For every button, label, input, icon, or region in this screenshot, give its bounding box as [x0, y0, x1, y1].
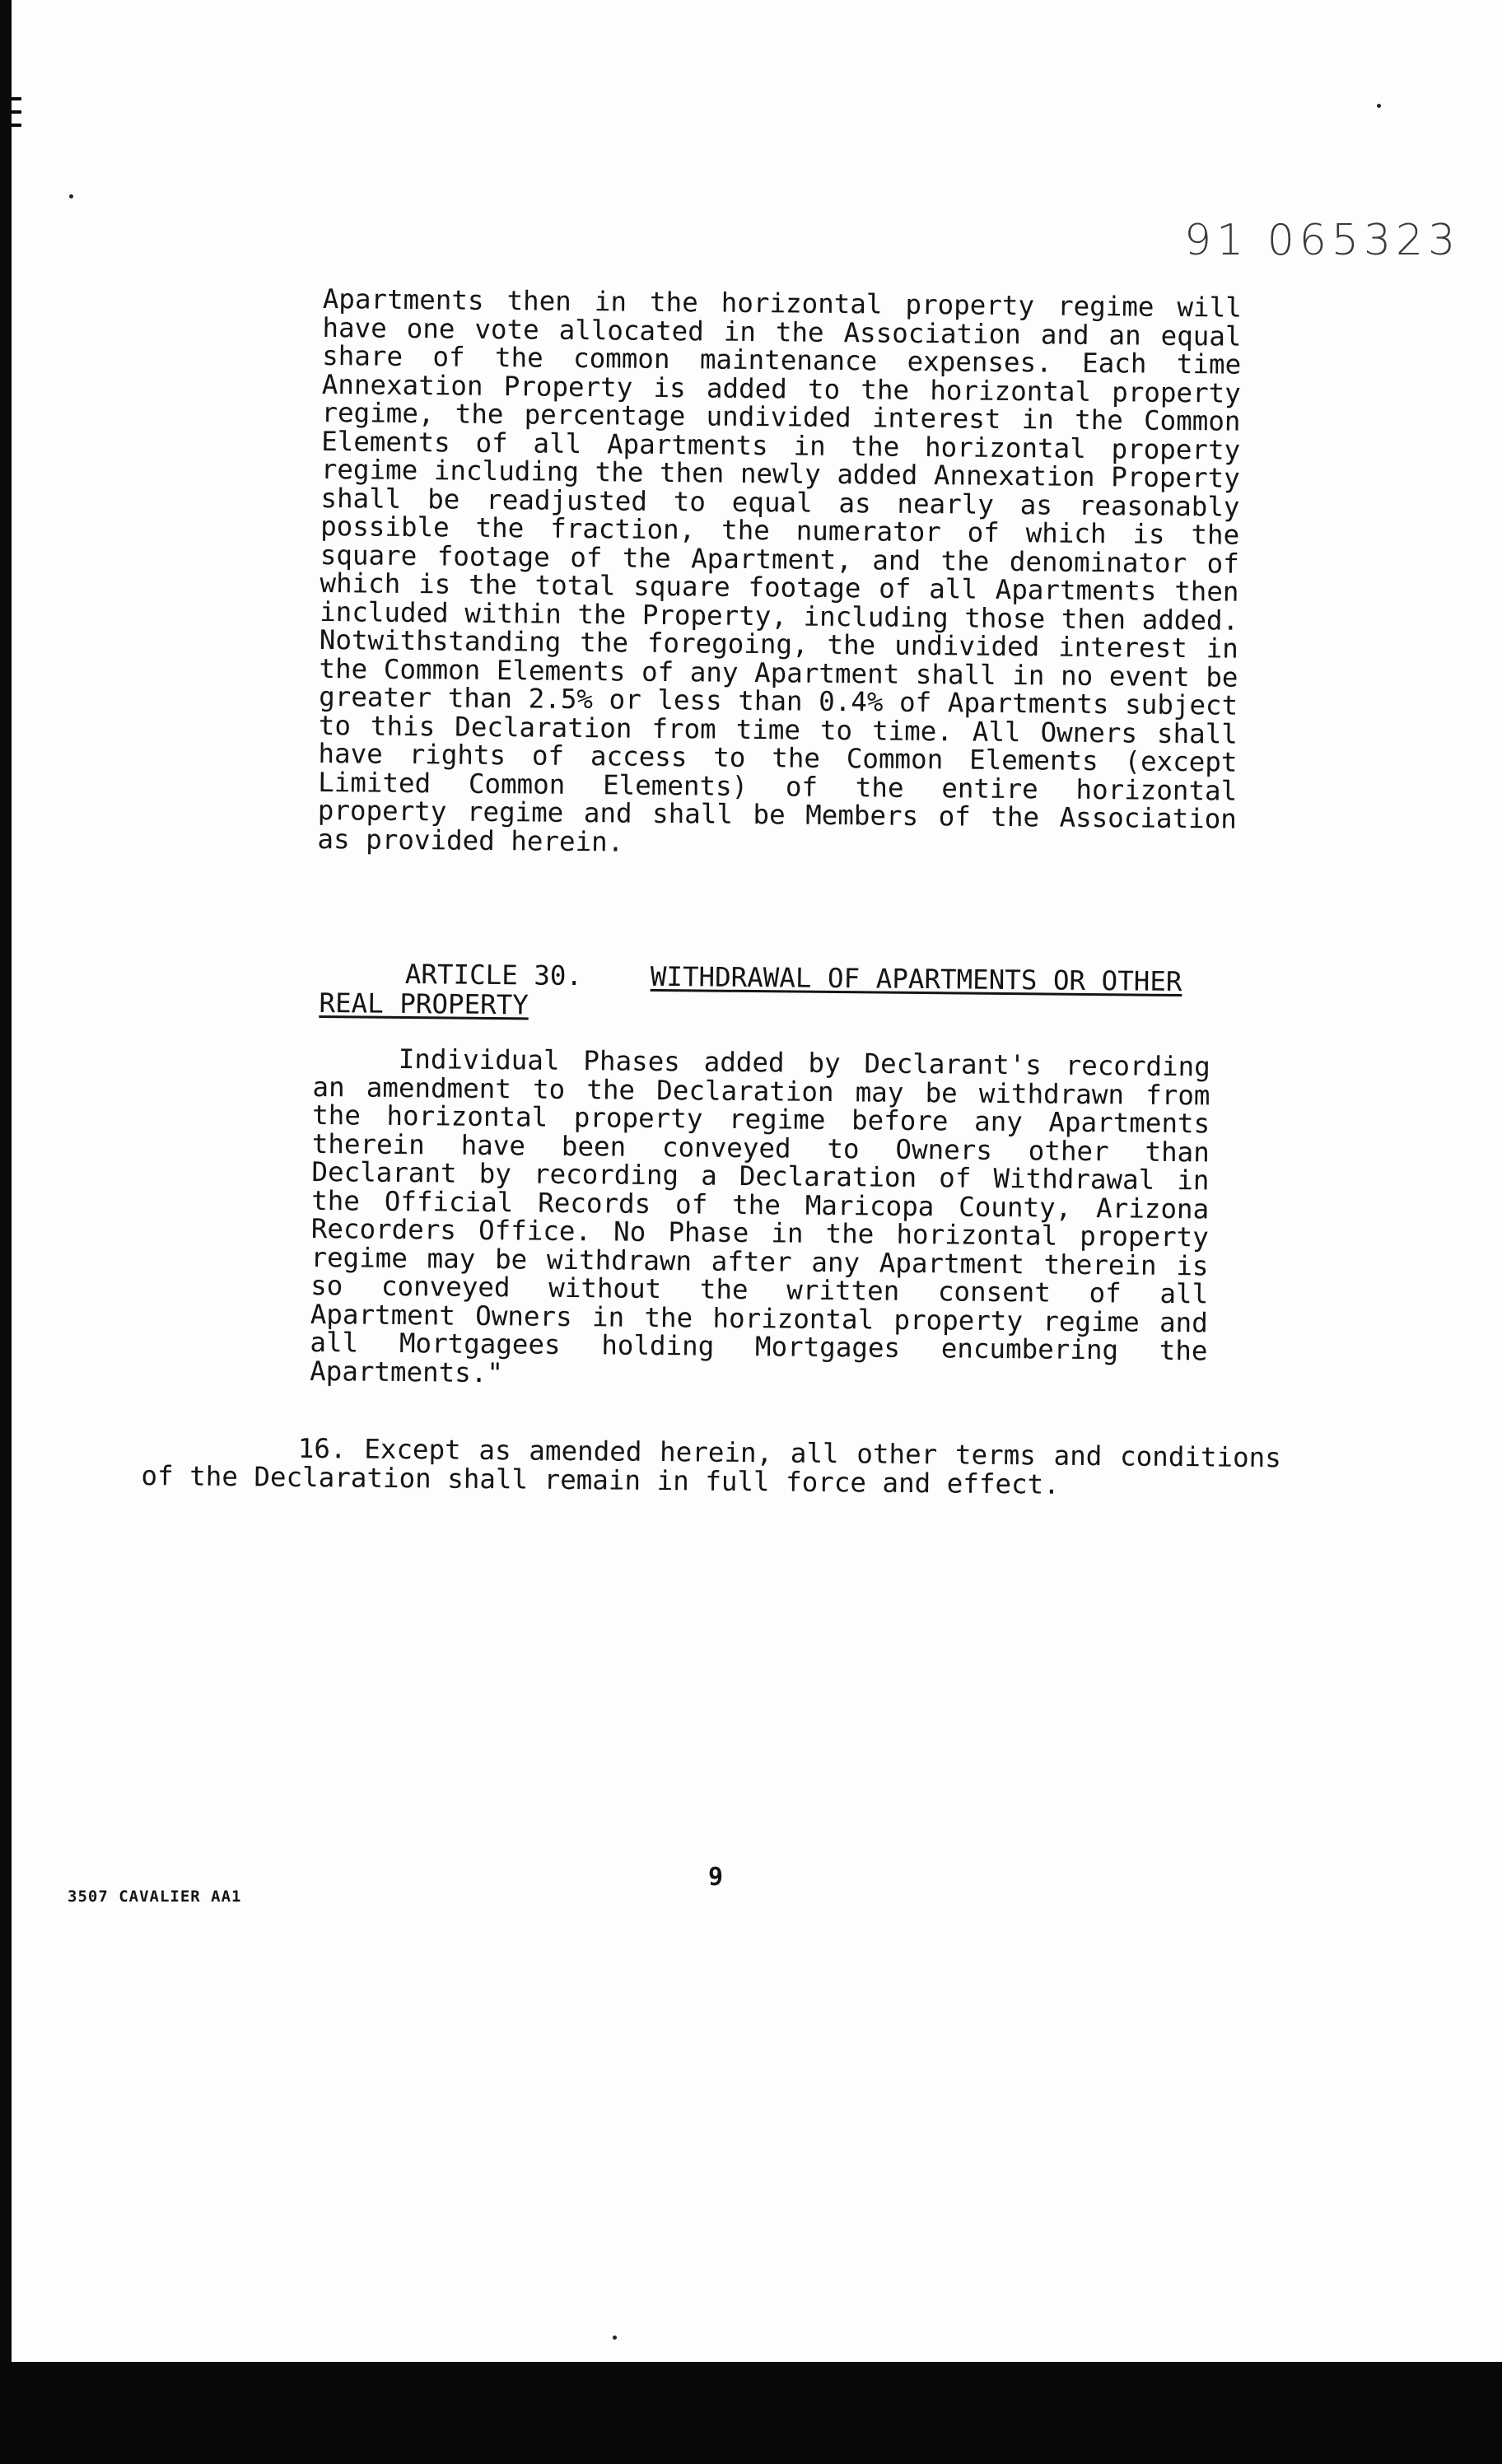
scan-mark [0, 110, 21, 114]
article-paragraph-text: Individual Phases added by Declarant's recording an amendment to the Declaration may be withdrawn from the horizontal property regime before any Apartments therein have been conveyed to Owners other than Declarant by recording a Declaration of Withdrawal in the Official Records of the Maricopa County, Arizona Recorders Office. No Phase in the horizontal property regime may be withdrawn after any Apartment therein is so conveyed without the written consent of all Apartment Owners in the horizontal property regime and all Mortgagees holding Mortgages encumbering the Apartments." [310, 1043, 1210, 1388]
scan-bottom-edge [0, 2362, 1502, 2464]
section-16-text: 16. Except as amended herein, all other terms and conditions of the Declaration shall remain in full force and effect. [141, 1432, 1281, 1500]
continuation-paragraph-text: Apartments then in the horizontal property regime will have one vote allocated in the Association and an equal share of the common maintenance expenses. Each time Annexation Property is added to the horizontal property regime, the percentage undivided interest in the Common Elements of all Apartments in the horizontal property regime including the then newly added Annexation Property shall be readjusted to equal as nearly as reasonably possible the fraction, the numerator of which is the square footage of the Apartment, and the denominator of which is the total square footage of all Apartments then included within the Property, including those then added. Notwithstanding the foregoing, the undivided interest in the Common Elements of any Apartment shall in no event be greater than 2.5% or less than 0.4% of Apartments subject to this Declaration from time to time. All Owners shall have rights of access to the Common Elements (except Limited Common Elements) of the entire horizontal property regime and shall be Members of the Association as provided herein. [317, 283, 1242, 858]
document-code: 3507 CAVALIER AA1 [68, 1888, 242, 1906]
paragraph-indent [142, 1456, 298, 1458]
scan-speck [69, 194, 73, 198]
article-number: ARTICLE 30. [404, 958, 583, 992]
paragraph-indent [313, 1067, 399, 1068]
article-paragraph [310, 1044, 1210, 1393]
section-16-paragraph [141, 1433, 1281, 1500]
recording-number: 91 065323 [1184, 216, 1461, 265]
scan-speck [613, 2336, 617, 2340]
article-title-line1: WITHDRAWAL OF APARTMENTS OR OTHER [650, 960, 1182, 998]
article-heading [319, 959, 1214, 1026]
scan-mark [0, 124, 21, 127]
article-title-line2: REAL PROPERTY [319, 987, 529, 1021]
scan-left-edge [0, 0, 12, 2464]
continuation-paragraph [317, 285, 1242, 862]
scan-mark [0, 97, 21, 100]
scan-speck [1377, 104, 1381, 108]
page-number: 9 [708, 1863, 724, 1892]
